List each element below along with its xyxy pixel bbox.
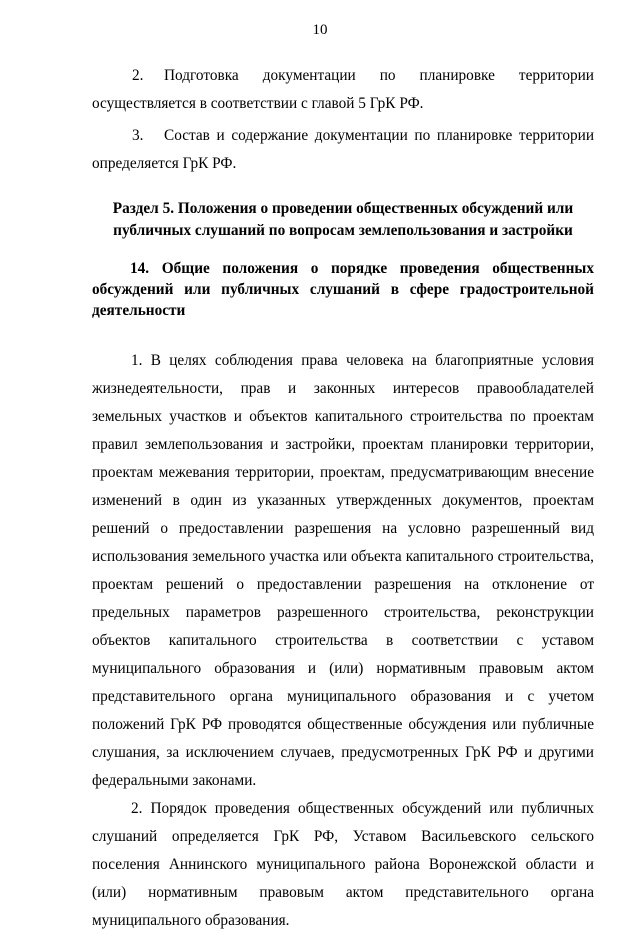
list-item (92, 62, 594, 118)
item-text: Состав и содержание документации по планировке территории определяется ГрК РФ. (92, 127, 594, 172)
section-heading: Раздел 5. Положения о проведении общественных обсуждений или публичных слушаний по вопросам землепользования и застройки (112, 200, 574, 239)
item-number: 3. (132, 127, 144, 144)
list-item (92, 122, 594, 178)
article-heading: 14. Общие положения о порядке проведения общественных обсуждений или публичных слушаний в сфере градостроительной деятельности (92, 260, 594, 319)
article-paragraph: 2. Порядок проведения общественных обсуждений или публичных слушаний определяется ГрК РФ, Уставом Васильевского сельского поселения Аннинского муниципального района Воронежской области и (или) нормативным правовым актом представительного органа муниципального образования. (92, 800, 594, 929)
page-number: 10 (312, 22, 328, 38)
document-body (92, 62, 594, 935)
item-text: Подготовка документации по планировке территории осуществляется в соответствии с главой 5 ГрК РФ. (92, 67, 594, 112)
article-paragraph: 1. В целях соблюдения права человека на благоприятные условия жизнедеятельности, прав и законных интересов правообладателей земельных участков и объектов капитального строительства по проектам правил землепользования и застройки, проектам планировки территории, проектам межевания территории, проектам, предусматривающим внесение изменений в один из указанных утвержденных документов, проектам решений о предоставлении разрешения на условно разрешенный вид использования земельного участка или объекта капитального строительства, проектам решений о предоставлении разрешения на отклонение от предельных параметров разрешенного строительства, реконструкции объектов капитального строительства в соответствии с уставом муниципального образования и (или) нормативным правовым актом представительного органа муниципального образования и с учетом положений ГрК РФ проводятся общественные обсуждения или публичные слушания, за исключением случаев, предусмотренных ГрК РФ и другими федеральными законами. (92, 352, 594, 789)
item-number: 2. (132, 67, 144, 84)
